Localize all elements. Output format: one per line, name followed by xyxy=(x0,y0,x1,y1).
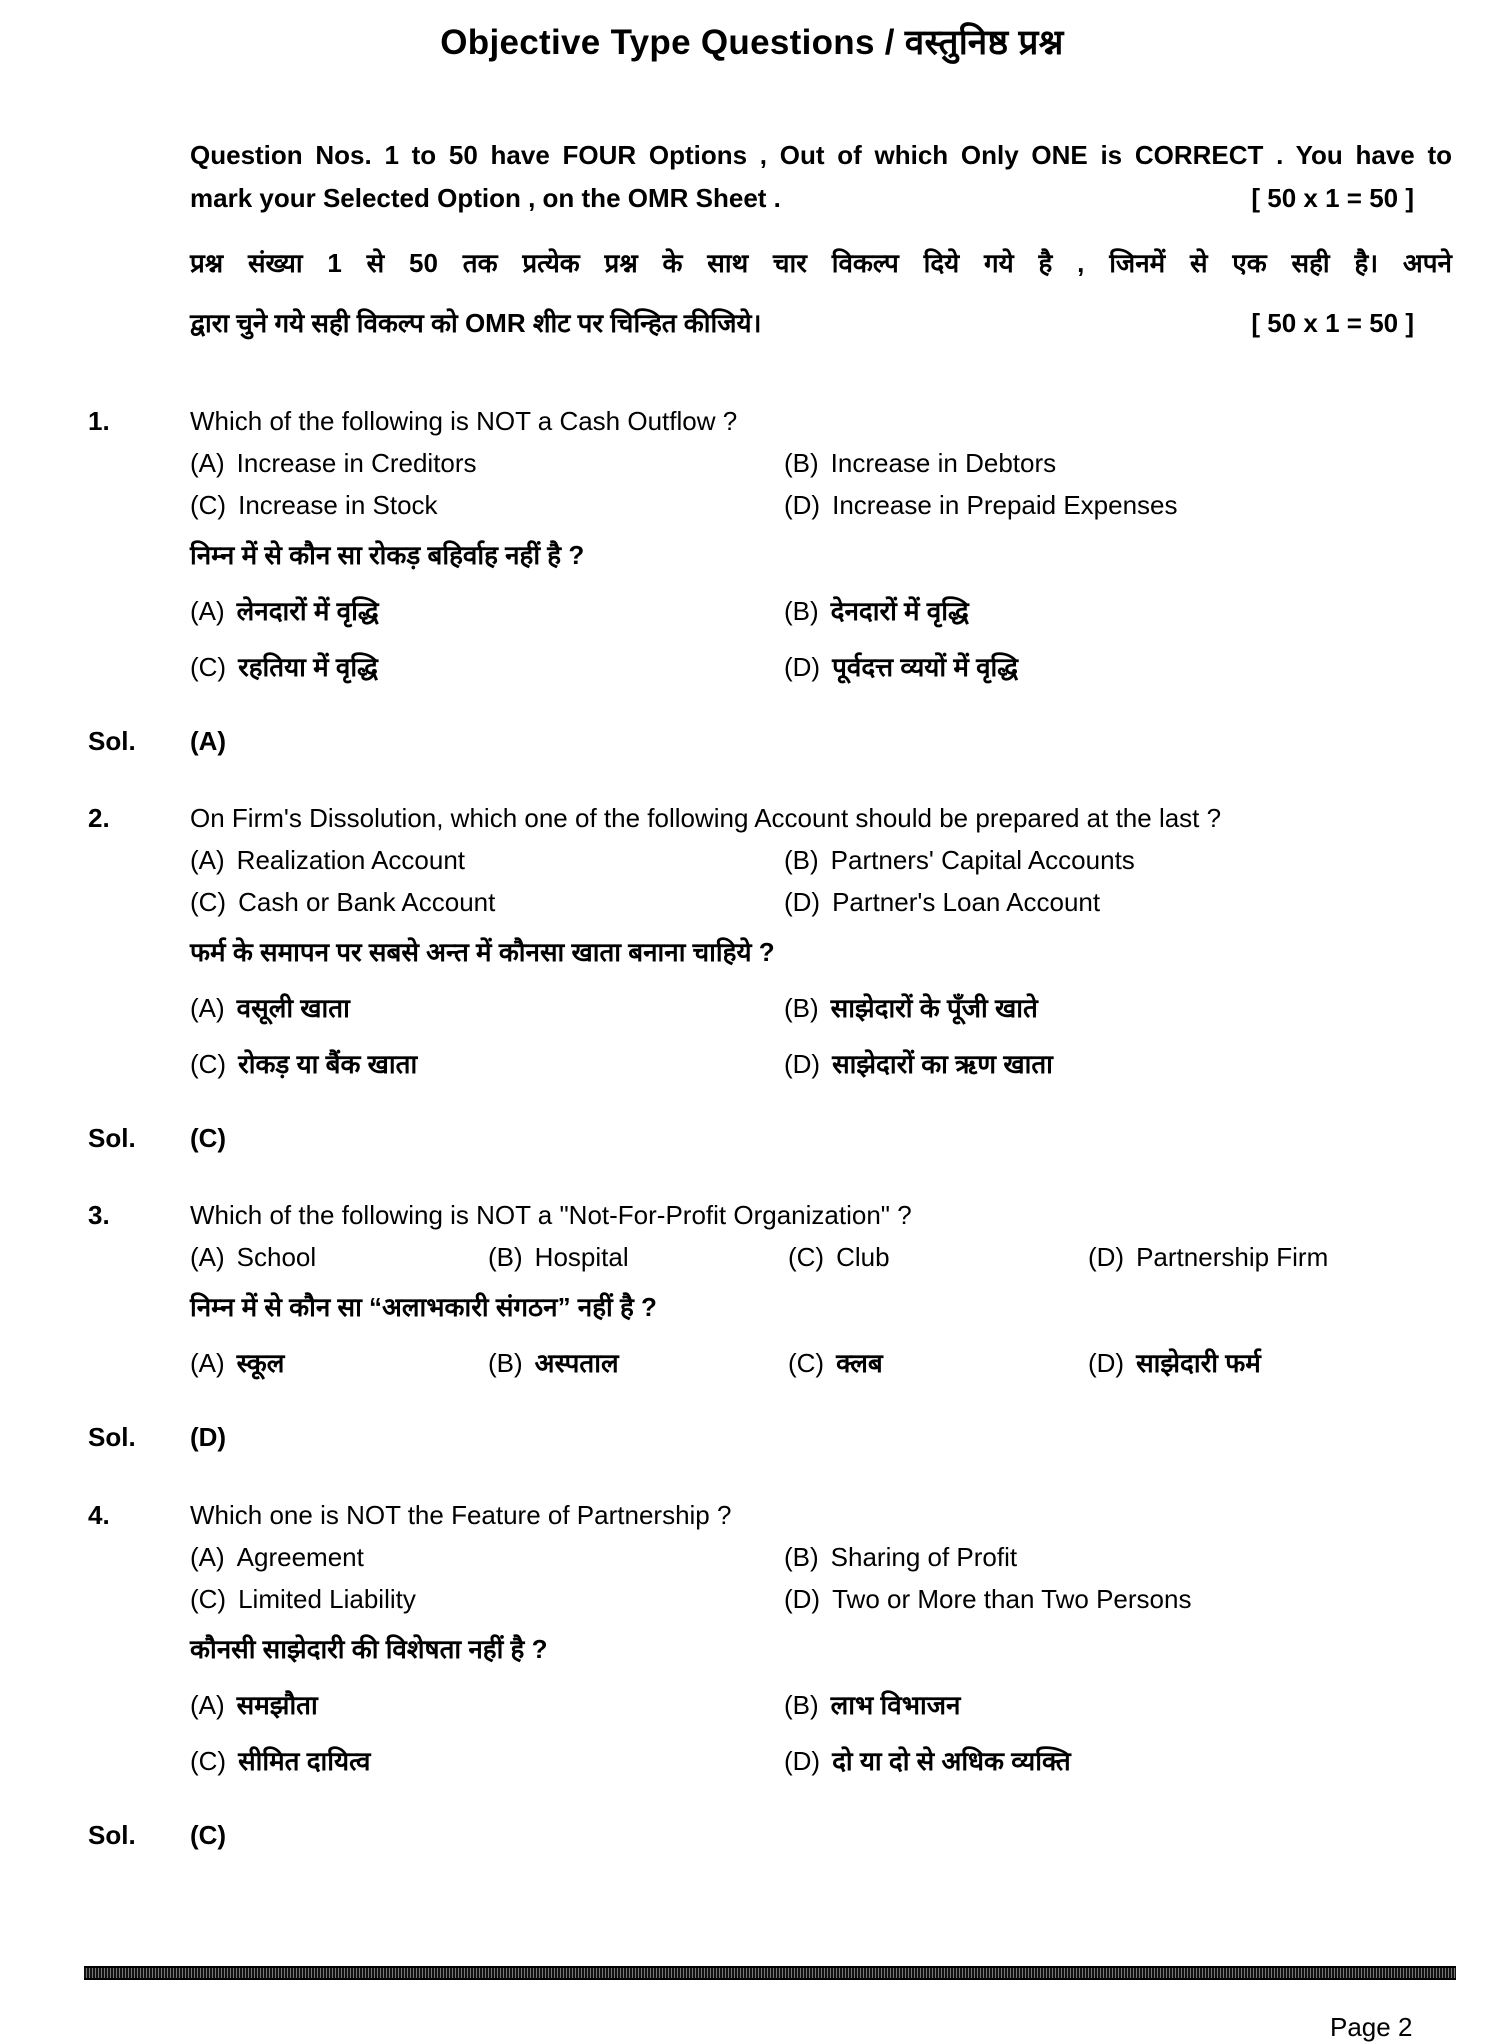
option-a-en xyxy=(190,1542,364,1573)
option-b-hi xyxy=(784,1686,960,1722)
question-text-hi: निम्न में से कौन सा “अलाभकारी संगठन” नहीं है ? xyxy=(190,1292,657,1322)
instruction-hi-line-2 xyxy=(190,293,1452,353)
option-b-en xyxy=(784,448,1056,479)
option-text: साझेदारी फर्म xyxy=(1136,1348,1261,1378)
option-d-en xyxy=(784,887,1100,918)
option-a-en xyxy=(190,845,465,876)
option-b-hi xyxy=(784,989,1038,1025)
solution-answer: (A) xyxy=(190,726,227,756)
option-label: (D) xyxy=(784,1049,821,1079)
option-label: (A) xyxy=(190,596,225,626)
option-text: Limited Liability xyxy=(238,1584,416,1614)
instructions-english xyxy=(190,134,1452,220)
option-text: समझौता xyxy=(236,1690,318,1720)
question-text-hi: निम्न में से कौन सा रोकड़ बहिर्वाह नहीं है ? xyxy=(190,540,585,570)
option-text: रहतिया में वृद्धि xyxy=(238,652,378,682)
question-text-en: Which of the following is NOT a "Not-For-Profit Organization" ? xyxy=(190,1200,912,1230)
marks-badge: [ 50 x 1 = 50 ] xyxy=(1251,308,1414,338)
solution-label: Sol. xyxy=(88,726,136,756)
option-c-en xyxy=(190,1584,416,1615)
question-number: 1. xyxy=(88,406,110,436)
option-text: Partner's Loan Account xyxy=(832,887,1101,917)
option-a-hi xyxy=(190,592,379,628)
option-text: साझेदारों का ऋण खाता xyxy=(832,1049,1053,1079)
page-number: Page 2 xyxy=(1330,2012,1413,2042)
option-a-en xyxy=(190,448,477,479)
option-label: (D) xyxy=(1088,1242,1125,1272)
option-text: पूर्वदत्त व्ययों में वृद्धि xyxy=(832,652,1019,682)
option-text: School xyxy=(236,1242,317,1272)
option-text: Increase in Creditors xyxy=(236,448,477,478)
option-label: (B) xyxy=(784,1690,819,1720)
option-d-hi xyxy=(784,1045,1053,1081)
option-label: (C) xyxy=(190,1049,227,1079)
option-c-hi xyxy=(190,1045,417,1081)
option-label: (A) xyxy=(190,1348,225,1378)
option-label: (B) xyxy=(784,993,819,1023)
question-number: 4. xyxy=(88,1500,110,1530)
option-label: (C) xyxy=(190,652,227,682)
option-label: (C) xyxy=(190,1746,227,1776)
option-c-en xyxy=(788,1242,890,1273)
option-a-hi xyxy=(190,1344,284,1380)
option-label: (D) xyxy=(784,1584,821,1614)
marks-badge: [ 50 x 1 = 50 ] xyxy=(1251,183,1414,213)
option-b-en xyxy=(784,845,1135,876)
option-text: Realization Account xyxy=(236,845,466,875)
option-text: साझेदारों के पूँजी खाते xyxy=(830,993,1038,1023)
solution-answer: (C) xyxy=(190,1123,227,1153)
solution-answer: (C) xyxy=(190,1820,227,1850)
option-text: लाभ विभाजन xyxy=(830,1690,961,1720)
option-label: (B) xyxy=(784,845,819,875)
option-label: (B) xyxy=(488,1242,523,1272)
option-b-hi xyxy=(488,1344,619,1380)
instruction-en-line-2-text: mark your Selected Option , on the OMR Sheet . xyxy=(190,183,781,213)
instruction-hi-line-2-text: द्वारा चुने गये सही विकल्प को OMR शीट पर चिन्हित कीजिये। xyxy=(190,308,762,338)
option-c-en xyxy=(190,490,438,521)
footer-divider xyxy=(84,1966,1456,1980)
option-text: देनदारों में वृद्धि xyxy=(830,596,969,626)
option-a-hi xyxy=(190,989,350,1025)
option-text: Hospital xyxy=(534,1242,629,1272)
solution-answer: (D) xyxy=(190,1422,227,1452)
question-text-en: On Firm's Dissolution, which one of the following Account should be prepared at the last ? xyxy=(190,803,1222,833)
option-c-en xyxy=(190,887,495,918)
option-text: सीमित दायित्व xyxy=(238,1746,371,1776)
option-label: (B) xyxy=(488,1348,523,1378)
option-label: (C) xyxy=(190,490,227,520)
option-d-en xyxy=(784,490,1178,521)
option-text: Increase in Prepaid Expenses xyxy=(832,490,1178,520)
question-text-en: Which of the following is NOT a Cash Outflow ? xyxy=(190,406,738,436)
option-label: (A) xyxy=(190,993,225,1023)
option-label: (B) xyxy=(784,596,819,626)
solution-label: Sol. xyxy=(88,1820,136,1850)
instruction-hi-line-1: प्रश्न संख्या 1 से 50 तक प्रत्येक प्रश्न के साथ चार विकल्प दिये गये है , जिनमें से एक सही है। अपने xyxy=(190,248,1452,278)
option-d-en xyxy=(784,1584,1191,1615)
option-a-en xyxy=(190,1242,316,1273)
option-text: Increase in Stock xyxy=(238,490,438,520)
option-label: (D) xyxy=(1088,1348,1125,1378)
option-c-hi xyxy=(788,1344,883,1380)
option-c-hi xyxy=(190,1742,370,1778)
option-label: (D) xyxy=(784,1746,821,1776)
instructions-hindi xyxy=(190,233,1452,353)
question-number: 3. xyxy=(88,1200,110,1230)
page-title: Objective Type Questions / वस्तुनिष्ठ प्रश्न xyxy=(440,23,1064,62)
question-text-en: Which one is NOT the Feature of Partnership ? xyxy=(190,1500,732,1530)
option-text: Sharing of Profit xyxy=(830,1542,1018,1572)
option-text: स्कूल xyxy=(236,1348,285,1378)
option-label: (B) xyxy=(784,448,819,478)
option-c-hi xyxy=(190,648,378,684)
option-text: Agreement xyxy=(236,1542,364,1572)
option-text: Partnership Firm xyxy=(1136,1242,1329,1272)
option-text: Cash or Bank Account xyxy=(238,887,496,917)
option-b-en xyxy=(784,1542,1017,1573)
option-label: (C) xyxy=(190,887,227,917)
instruction-en-line-1: Question Nos. 1 to 50 have FOUR Options , Out of which Only ONE is CORRECT . You have to xyxy=(190,140,1452,170)
option-label: (A) xyxy=(190,1542,225,1572)
option-label: (D) xyxy=(784,652,821,682)
instruction-en-line-2 xyxy=(190,177,1452,220)
option-text: Increase in Debtors xyxy=(830,448,1057,478)
solution-label: Sol. xyxy=(88,1422,136,1452)
option-text: Club xyxy=(836,1242,890,1272)
option-b-en xyxy=(488,1242,629,1273)
option-label: (B) xyxy=(784,1542,819,1572)
option-label: (D) xyxy=(784,490,821,520)
option-a-hi xyxy=(190,1686,318,1722)
option-d-hi xyxy=(784,648,1018,684)
option-text: रोकड़ या बैंक खाता xyxy=(238,1049,418,1079)
question-number: 2. xyxy=(88,803,110,833)
option-label: (C) xyxy=(190,1584,227,1614)
option-text: अस्पताल xyxy=(534,1348,619,1378)
option-text: दो या दो से अधिक व्यक्ति xyxy=(832,1746,1071,1776)
option-label: (D) xyxy=(784,887,821,917)
question-text-hi: फर्म के समापन पर सबसे अन्त में कौनसा खाता बनाना चाहिये ? xyxy=(190,937,775,967)
option-label: (C) xyxy=(788,1242,825,1272)
option-b-hi xyxy=(784,592,969,628)
option-d-en xyxy=(1088,1242,1328,1273)
option-text: Two or More than Two Persons xyxy=(832,1584,1192,1614)
solution-label: Sol. xyxy=(88,1123,136,1153)
option-label: (A) xyxy=(190,1242,225,1272)
option-d-hi xyxy=(784,1742,1071,1778)
option-label: (C) xyxy=(788,1348,825,1378)
option-label: (A) xyxy=(190,845,225,875)
option-d-hi xyxy=(1088,1344,1261,1380)
option-label: (A) xyxy=(190,1690,225,1720)
option-text: वसूली खाता xyxy=(236,993,350,1023)
option-label: (A) xyxy=(190,448,225,478)
option-text: Partners' Capital Accounts xyxy=(830,845,1135,875)
option-text: लेनदारों में वृद्धि xyxy=(236,596,379,626)
question-text-hi: कौनसी साझेदारी की विशेषता नहीं है ? xyxy=(190,1634,548,1664)
option-text: क्लब xyxy=(836,1348,883,1378)
